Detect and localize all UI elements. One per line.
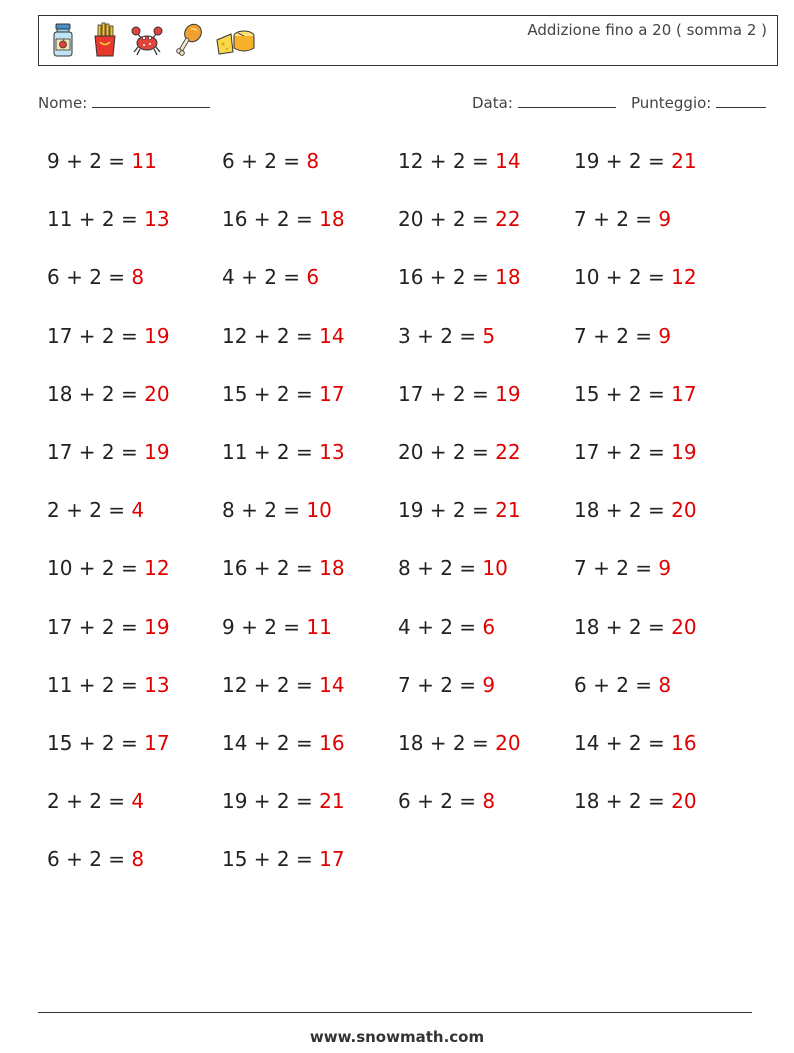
score-label: Punteggio: (631, 94, 712, 112)
problem-answer: 13 (319, 440, 345, 464)
problem-answer: 17 (671, 381, 697, 406)
problem-item (47, 439, 170, 465)
problem-question: 3 + 2 = (398, 323, 477, 348)
problem-answer: 19 (671, 440, 697, 464)
problem-item (574, 555, 671, 581)
problem-answer: 12 (671, 265, 697, 290)
problem-item (47, 555, 170, 581)
problem-question: 7 + 2 = (574, 556, 653, 581)
problem-question: 19 + 2 = (574, 149, 665, 173)
problem-answer: 20 (671, 614, 697, 639)
problem-item (222, 730, 345, 756)
problem-answer: 19 (144, 323, 170, 348)
problem-item (398, 323, 495, 349)
problem-answer: 22 (495, 207, 521, 232)
chicken-leg-icon (173, 22, 205, 58)
problem-item (398, 497, 521, 523)
problem-question: 8 + 2 = (398, 556, 477, 581)
problem-answer: 18 (495, 265, 521, 290)
problem-question: 6 + 2 = (222, 149, 301, 173)
problem-question: 18 + 2 = (574, 614, 665, 639)
problem-question: 6 + 2 = (47, 265, 126, 290)
problem-item (47, 730, 170, 756)
problem-item (398, 148, 521, 174)
problem-question: 2 + 2 = (47, 498, 126, 523)
problem-item (574, 730, 697, 756)
problem-answer: 16 (319, 731, 345, 755)
problem-item (398, 730, 521, 756)
problem-item (222, 672, 345, 698)
problem-question: 11 + 2 = (47, 672, 138, 697)
problem-answer: 19 (144, 614, 170, 639)
problem-answer: 21 (319, 789, 345, 814)
problem-item (222, 264, 319, 290)
problem-answer: 17 (319, 381, 345, 406)
problem-answer: 20 (495, 731, 521, 755)
problem-item (398, 672, 495, 698)
problem-question: 20 + 2 = (398, 440, 489, 464)
name-field (38, 93, 210, 112)
problem-question: 10 + 2 = (574, 265, 665, 290)
problem-answer: 18 (319, 207, 345, 232)
problem-item (222, 381, 345, 407)
french-fries-icon (89, 22, 121, 58)
problem-question: 20 + 2 = (398, 207, 489, 232)
problem-question: 12 + 2 = (222, 323, 313, 348)
problem-question: 11 + 2 = (222, 440, 313, 464)
problem-question: 15 + 2 = (47, 731, 138, 755)
problem-answer: 8 (131, 265, 145, 290)
problem-item (47, 264, 144, 290)
problem-question: 4 + 2 = (222, 265, 301, 290)
problem-answer: 12 (144, 556, 170, 581)
problem-answer: 8 (131, 847, 145, 872)
problem-item (398, 439, 521, 465)
problem-answer: 20 (671, 498, 697, 523)
problem-question: 18 + 2 = (47, 381, 138, 406)
problem-answer: 20 (144, 381, 170, 406)
problem-answer: 14 (319, 672, 345, 697)
problem-answer: 11 (131, 149, 157, 173)
problem-answer: 9 (658, 323, 672, 348)
problem-answer: 8 (306, 149, 320, 173)
problem-question: 17 + 2 = (47, 323, 138, 348)
footer-divider (38, 1012, 752, 1013)
date-blank[interactable] (518, 93, 616, 108)
problem-answer: 10 (482, 556, 508, 581)
problem-item (47, 206, 170, 232)
problem-answer: 6 (306, 265, 320, 290)
problem-question: 17 + 2 = (47, 614, 138, 639)
problem-item (47, 381, 170, 407)
problem-question: 16 + 2 = (222, 556, 313, 581)
crab-icon (131, 22, 163, 58)
problem-item (398, 614, 495, 640)
problem-item (574, 381, 697, 407)
problem-answer: 10 (306, 498, 332, 523)
problem-answer: 8 (482, 789, 496, 814)
problem-answer: 17 (144, 731, 170, 755)
problem-item (398, 206, 521, 232)
problem-question: 19 + 2 = (222, 789, 313, 814)
name-label: Nome: (38, 94, 88, 112)
problem-item (574, 206, 671, 232)
problem-item (574, 264, 697, 290)
problem-question: 14 + 2 = (574, 731, 665, 755)
problem-question: 10 + 2 = (47, 556, 138, 581)
problem-item (47, 497, 144, 523)
problem-question: 12 + 2 = (222, 672, 313, 697)
name-blank[interactable] (92, 93, 210, 108)
problem-answer: 5 (482, 323, 496, 348)
problem-answer: 18 (319, 556, 345, 581)
problem-question: 8 + 2 = (222, 498, 301, 523)
problem-item (222, 206, 345, 232)
problem-answer: 13 (144, 672, 170, 697)
problem-question: 9 + 2 = (222, 614, 301, 639)
problem-question: 19 + 2 = (398, 498, 489, 523)
problem-item (574, 148, 697, 174)
icon-strip (47, 22, 255, 58)
problem-answer: 4 (131, 789, 145, 814)
problem-question: 4 + 2 = (398, 614, 477, 639)
problem-question: 16 + 2 = (398, 265, 489, 290)
problem-item (574, 788, 697, 814)
problem-item (398, 788, 495, 814)
problem-question: 15 + 2 = (574, 381, 665, 406)
problem-question: 7 + 2 = (574, 207, 653, 232)
problem-item (574, 497, 697, 523)
score-field (631, 93, 766, 112)
problem-item (222, 788, 345, 814)
problem-question: 2 + 2 = (47, 789, 126, 814)
problem-answer: 4 (131, 498, 145, 523)
problem-question: 6 + 2 = (398, 789, 477, 814)
problem-item (574, 439, 697, 465)
problem-answer: 16 (671, 731, 697, 755)
problem-item (398, 264, 521, 290)
problem-item (222, 846, 345, 872)
problem-question: 17 + 2 = (574, 440, 665, 464)
problem-answer: 8 (658, 672, 672, 697)
problem-answer: 14 (495, 149, 521, 173)
problem-answer: 21 (671, 149, 697, 173)
cheese-icon (215, 22, 255, 58)
problem-question: 17 + 2 = (398, 381, 489, 406)
footer-website: www.snowmath.com (309, 1028, 485, 1046)
problem-item (47, 788, 144, 814)
problem-question: 9 + 2 = (47, 149, 126, 173)
problem-question: 17 + 2 = (47, 440, 138, 464)
problem-answer: 9 (658, 556, 672, 581)
problem-item (222, 439, 345, 465)
date-label: Data: (472, 94, 513, 112)
problem-item (47, 846, 144, 872)
problem-answer: 14 (319, 323, 345, 348)
problem-item (222, 555, 345, 581)
jam-jar-icon (47, 22, 79, 58)
problem-question: 18 + 2 = (398, 731, 489, 755)
problem-item (398, 381, 521, 407)
problem-question: 15 + 2 = (222, 381, 313, 406)
score-blank[interactable] (716, 93, 766, 108)
problem-item (574, 672, 671, 698)
problem-question: 11 + 2 = (47, 207, 138, 232)
problem-answer: 19 (144, 440, 170, 464)
problem-question: 16 + 2 = (222, 207, 313, 232)
problem-question: 12 + 2 = (398, 149, 489, 173)
problem-item (222, 323, 345, 349)
problem-question: 18 + 2 = (574, 498, 665, 523)
problem-answer: 9 (482, 672, 496, 697)
problem-item (574, 323, 671, 349)
problem-item (47, 672, 170, 698)
problem-question: 6 + 2 = (574, 672, 653, 697)
problem-answer: 20 (671, 789, 697, 814)
problem-answer: 21 (495, 498, 521, 523)
problem-answer: 11 (306, 614, 332, 639)
problem-item (222, 497, 332, 523)
worksheet-title: Addizione fino a 20 ( somma 2 ) (527, 21, 767, 39)
problem-answer: 13 (144, 207, 170, 232)
problem-question: 7 + 2 = (574, 323, 653, 348)
problem-item (222, 148, 319, 174)
problem-answer: 6 (482, 614, 496, 639)
problem-item (47, 148, 157, 174)
problem-item (574, 614, 697, 640)
problem-item (222, 614, 332, 640)
problem-item (47, 614, 170, 640)
problem-question: 18 + 2 = (574, 789, 665, 814)
problem-item (47, 323, 170, 349)
problem-answer: 17 (319, 847, 345, 872)
problem-question: 14 + 2 = (222, 731, 313, 755)
problem-answer: 22 (495, 440, 521, 464)
problem-question: 7 + 2 = (398, 672, 477, 697)
problem-item (398, 555, 508, 581)
problem-question: 6 + 2 = (47, 847, 126, 872)
problem-answer: 19 (495, 381, 521, 406)
date-field (472, 93, 616, 112)
problem-answer: 9 (658, 207, 672, 232)
header-box (38, 15, 778, 66)
problem-question: 15 + 2 = (222, 847, 313, 872)
